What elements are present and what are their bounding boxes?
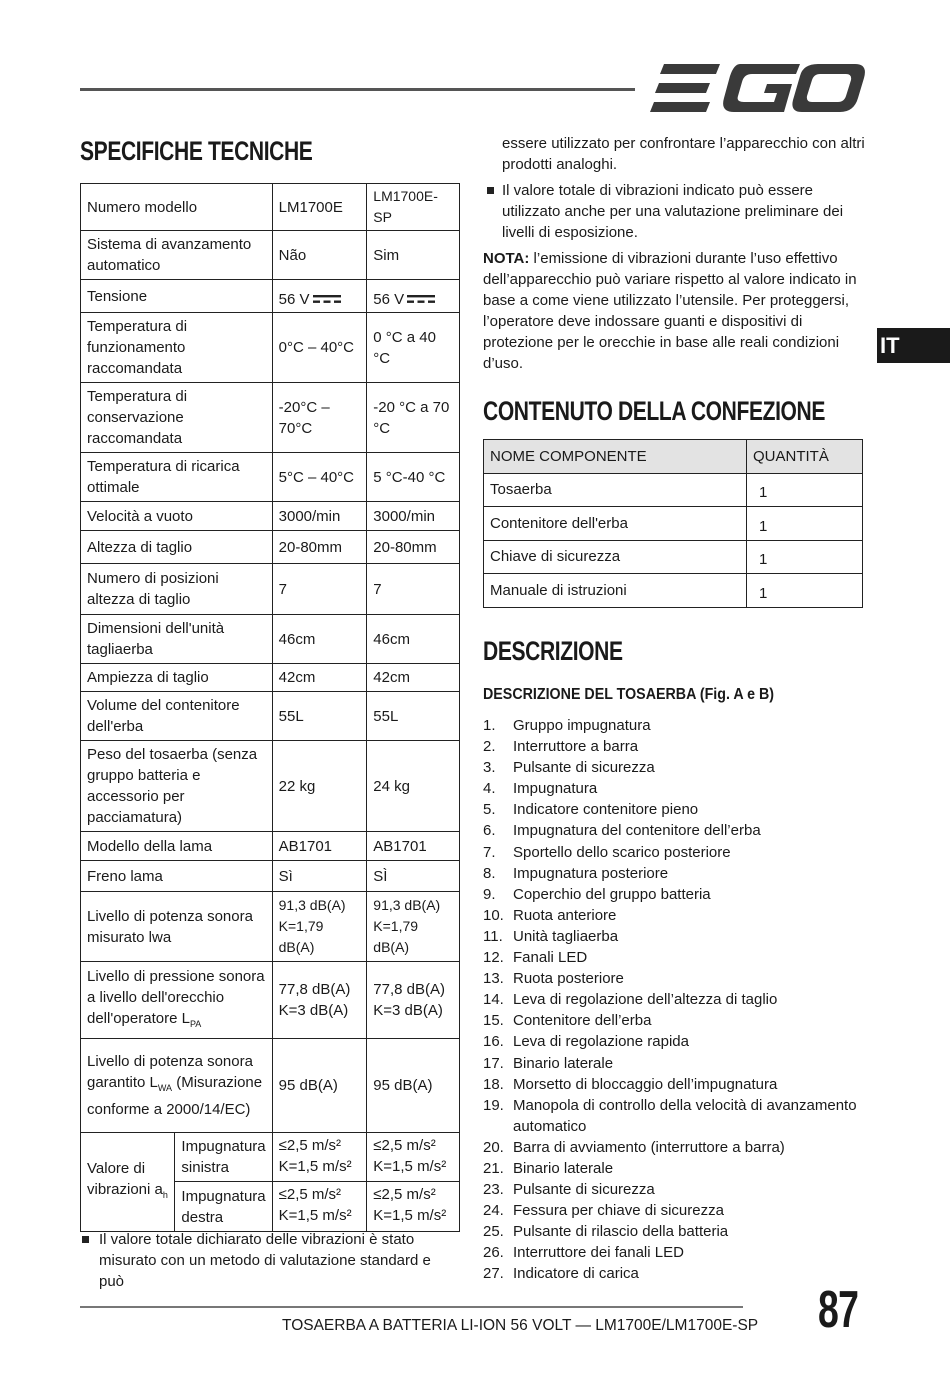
parts-list — [483, 715, 868, 1285]
vibration-value — [367, 1133, 459, 1182]
list-item — [483, 757, 868, 778]
spec-value: 46cm — [272, 615, 367, 664]
spec-label: Sistema di avanzamento automatico — [81, 231, 273, 280]
spec-value: 91,3 dB(A) K=1,79 dB(A) — [272, 892, 367, 962]
note-label: NOTA: — [483, 250, 530, 267]
item-label: Coperchio del gruppo batteria — [513, 885, 711, 903]
table-row — [484, 507, 863, 541]
item-number: 23. — [483, 1181, 504, 1199]
spec-label — [81, 1039, 273, 1133]
list-item — [483, 1242, 868, 1263]
component-name: Tosaerba — [484, 473, 747, 507]
item-label: Interruttore dei fanali LED — [513, 1244, 684, 1262]
left-bullet-list — [80, 1229, 460, 1292]
vibration-a: ≤2,5 m/s² — [373, 1186, 436, 1203]
spec-value: Sì — [272, 861, 367, 892]
spec-label-sub: PA — [189, 1018, 202, 1029]
spec-value: Sim — [367, 231, 460, 280]
spec-value: 0 °C a 40 °C — [367, 313, 460, 383]
item-number: 14. — [483, 991, 504, 1009]
table-row — [81, 1039, 460, 1133]
note-text: l’emissione di vibrazioni durante l’uso effettivo dell’apparecchio può variare rispetto al valore indicato in base a come viene utilizzato l’utensile. Per proteggersi, l’operatore deve indossare guanti e dispositivi di protezione per le orecchie in base alle reali condizioni d’uso. — [483, 250, 857, 372]
vibration-a: ≤2,5 m/s² — [373, 1137, 436, 1154]
component-qty: 1 — [747, 540, 863, 574]
description-title: DESCRIZIONE — [483, 636, 623, 666]
list-item — [483, 1263, 868, 1284]
item-number: 8. — [483, 864, 496, 882]
item-number: 19. — [483, 1096, 504, 1114]
item-number: 26. — [483, 1244, 504, 1262]
ego-logo — [650, 62, 865, 114]
item-number: 12. — [483, 949, 504, 967]
list-item — [483, 1053, 868, 1074]
spec-value: 20-80mm — [367, 531, 460, 564]
right-column-text — [483, 133, 868, 374]
table-row — [81, 383, 460, 453]
spec-value: AB1701 — [367, 832, 460, 861]
item-number: 7. — [483, 843, 496, 861]
item-number: 2. — [483, 738, 496, 756]
vibration-k: K=1,5 m/s² — [278, 1207, 352, 1224]
table-row — [81, 692, 460, 741]
list-item — [483, 1221, 868, 1242]
table-row — [81, 502, 460, 531]
spec-value: 46cm — [367, 615, 460, 664]
item-label: Leva di regolazione rapida — [513, 1033, 689, 1051]
spec-label: Modello della lama — [81, 832, 273, 861]
spec-value: 20-80mm — [272, 531, 367, 564]
table-row — [81, 861, 460, 892]
spec-value: 91,3 dB(A) K=1,79 dB(A) — [367, 892, 460, 962]
page-number: 87 — [818, 1281, 859, 1339]
item-number: 25. — [483, 1223, 504, 1241]
spec-value — [367, 1133, 460, 1232]
bullet-continuation: essere utilizzato per confrontare l’apparecchio con altri prodotti analoghi. — [502, 135, 865, 173]
spec-value: 95 dB(A) — [367, 1039, 460, 1133]
spec-value: 5°C – 40°C — [272, 453, 367, 502]
spec-value-text: 56 V — [278, 290, 310, 308]
table-row — [81, 564, 460, 615]
vibration-k: K=1,5 m/s² — [278, 1158, 352, 1175]
description-subtitle: DESCRIZIONE DEL TOSAERBA (Fig. A e B) — [483, 686, 775, 703]
spec-label: Impugnatura destra — [181, 1187, 266, 1226]
list-item — [483, 1158, 868, 1179]
spec-value: 22 kg — [272, 741, 367, 832]
vibration-k: K=1,5 m/s² — [373, 1158, 447, 1175]
list-item — [483, 1179, 868, 1200]
spec-value: 3000/min — [272, 502, 367, 531]
footer-rule — [80, 1306, 743, 1308]
table-row — [81, 832, 460, 861]
spec-value: LM1700E-SP — [367, 184, 460, 231]
item-label: Fanali LED — [513, 949, 588, 967]
component-name: Contenitore dell'erba — [484, 507, 747, 541]
spec-label-text: (Misurazione conforme a 2000/14/EC) — [87, 1074, 263, 1118]
item-number: 6. — [483, 822, 496, 840]
spec-label: Ampiezza di taglio — [81, 664, 273, 692]
bullet-vibration-exposure: Il valore totale di vibrazioni indicato può essere utilizzato anche per una valutazione preliminare dei livelli di esposizione. — [483, 180, 868, 243]
spec-value: 42cm — [367, 664, 460, 692]
item-label: Leva di regolazione dell’altezza di taglio — [513, 991, 778, 1009]
list-item — [483, 1137, 868, 1158]
item-label: Indicatore contenitore pieno — [513, 801, 699, 819]
item-label: Pulsante di sicurezza — [513, 759, 655, 777]
table-row — [81, 962, 460, 1039]
spec-label-sub: WA — [157, 1083, 173, 1093]
item-number: 20. — [483, 1138, 504, 1156]
spec-label: Temperatura di ricarica ottimale — [81, 453, 273, 502]
vibration-k: K=1,5 m/s² — [373, 1207, 447, 1224]
table-row — [81, 1133, 460, 1232]
vibration-a: ≤2,5 m/s² — [278, 1186, 342, 1203]
item-number: 17. — [483, 1054, 504, 1072]
vibration-a: ≤2,5 m/s² — [278, 1137, 342, 1154]
item-label: Pulsante di rilascio della batteria — [513, 1223, 729, 1241]
footer-text: TOSAERBA A BATTERIA LI-ION 56 VOLT — LM1700E/LM1700E-SP — [282, 1317, 759, 1334]
spec-value: -20 °C a 70 °C — [367, 383, 460, 453]
list-item — [483, 905, 868, 926]
vibration-label-cell — [81, 1133, 273, 1232]
contents-table — [483, 439, 863, 608]
item-label: Impugnatura posteriore — [513, 864, 669, 882]
item-label: Impugnatura — [513, 780, 598, 798]
spec-value: -20°C – 70°C — [272, 383, 367, 453]
spec-value: 5 °C-40 °C — [367, 453, 460, 502]
item-label: Sportello dello scarico posteriore — [513, 843, 731, 861]
item-label: Binario laterale — [513, 1054, 614, 1072]
header-quantity: QUANTITÀ — [747, 440, 863, 474]
list-item — [483, 884, 868, 905]
item-number: 16. — [483, 1033, 504, 1051]
spec-value: 95 dB(A) — [272, 1039, 367, 1133]
table-row — [81, 280, 460, 313]
item-label: Fessura per chiave di sicurezza — [513, 1202, 724, 1220]
item-label: Unità tagliaerba — [513, 927, 619, 945]
list-item — [483, 1010, 868, 1031]
component-qty: 1 — [747, 507, 863, 541]
spec-label: Numero di posizioni altezza di taglio — [81, 564, 273, 615]
spec-value: Não — [272, 231, 367, 280]
list-item — [483, 736, 868, 757]
item-label: Interruttore a barra — [513, 738, 639, 756]
item-number: 5. — [483, 801, 496, 819]
bullet-vibration-declared: Il valore totale dichiarato delle vibrazioni è stato misurato con un metodo di valutazione standard e può — [80, 1229, 460, 1292]
list-item — [483, 799, 868, 820]
spec-label: Temperatura di funzionamento raccomandata — [81, 313, 273, 383]
item-label: Manopola di controllo della velocità di avanzamento automatico — [513, 1096, 857, 1135]
spec-value: 55L — [367, 692, 460, 741]
table-row — [81, 531, 460, 564]
list-item — [483, 947, 868, 968]
specs-table — [80, 183, 460, 1232]
vibration-value — [273, 1133, 367, 1182]
spec-value — [272, 1133, 367, 1232]
spec-label: Velocità a vuoto — [81, 502, 273, 531]
vibration-value — [273, 1182, 367, 1231]
spec-value: 55L — [272, 692, 367, 741]
spec-value: 77,8 dB(A) K=3 dB(A) — [367, 962, 460, 1039]
dc-voltage-icon — [313, 294, 341, 304]
header-component: NOME COMPONENTE — [484, 440, 747, 474]
item-number: 10. — [483, 906, 504, 924]
item-number: 4. — [483, 780, 496, 798]
spec-label: Altezza di taglio — [81, 531, 273, 564]
list-item — [483, 863, 868, 884]
list-item — [483, 842, 868, 863]
item-label: Ruota posteriore — [513, 970, 624, 988]
specs-title: SPECIFICHE TECNICHE — [80, 136, 313, 166]
component-name: Manuale di istruzioni — [484, 574, 747, 608]
spec-label: Livello di potenza sonora misurato lwa — [81, 892, 273, 962]
item-label: Binario laterale — [513, 1159, 614, 1177]
spec-value: 7 — [367, 564, 460, 615]
item-number: 11. — [483, 927, 503, 945]
component-qty: 1 — [747, 473, 863, 507]
item-number: 1. — [483, 717, 496, 734]
spec-label-sub: h — [162, 1190, 168, 1200]
item-label: Impugnatura del contenitore dell’erba — [513, 822, 761, 840]
table-row — [81, 313, 460, 383]
item-label: Contenitore dell’erba — [513, 1012, 652, 1030]
item-number: 3. — [483, 759, 496, 777]
spec-label: Freno lama — [81, 861, 273, 892]
spec-label: Dimensioni dell'unità tagliaerba — [81, 615, 273, 664]
spec-value — [272, 280, 367, 313]
list-item — [483, 926, 868, 947]
contents-title: CONTENUTO DELLA CONFEZIONE — [483, 396, 826, 426]
table-row — [81, 453, 460, 502]
spec-label: Peso del tosaerba (senza gruppo batteria e accessorio per pacciamatura) — [81, 741, 273, 832]
spec-label-text: Livello di pressione sonora a livello dell'orecchio dell'operatore L — [87, 967, 265, 1027]
table-row — [81, 184, 460, 231]
spec-label-text: Livello di potenza sonora garantito L — [87, 1053, 253, 1091]
vibration-value — [367, 1182, 459, 1231]
item-number: 15. — [483, 1012, 504, 1030]
spec-value: 42cm — [272, 664, 367, 692]
table-row — [81, 615, 460, 664]
spec-value: SÌ — [367, 861, 460, 892]
component-qty: 1 — [747, 574, 863, 608]
spec-label: Numero modello — [81, 184, 273, 231]
spec-value: AB1701 — [272, 832, 367, 861]
spec-value: 0°C – 40°C — [272, 313, 367, 383]
item-number: 27. — [483, 1265, 504, 1283]
list-item — [483, 778, 868, 799]
list-item — [483, 1200, 868, 1221]
dc-voltage-icon — [407, 294, 435, 304]
list-item — [483, 715, 868, 736]
spec-label — [81, 962, 273, 1039]
component-name: Chiave di sicurezza — [484, 540, 747, 574]
table-row — [484, 574, 863, 608]
list-item — [483, 820, 868, 841]
item-label: Gruppo impugnatura — [513, 717, 651, 734]
spec-label — [81, 1133, 175, 1231]
list-item — [483, 1095, 868, 1137]
note-paragraph — [483, 248, 868, 374]
item-number: 9. — [483, 885, 496, 903]
spec-label: Volume del contenitore dell'erba — [81, 692, 273, 741]
list-item — [483, 989, 868, 1010]
item-label: Indicatore di carica — [513, 1265, 639, 1283]
spec-value: 24 kg — [367, 741, 460, 832]
spec-label: Temperatura di conservazione raccomandata — [81, 383, 273, 453]
spec-value: 3000/min — [367, 502, 460, 531]
list-item — [483, 1074, 868, 1095]
table-row — [484, 540, 863, 574]
spec-value — [367, 280, 460, 313]
list-item — [483, 1031, 868, 1052]
table-row — [81, 231, 460, 280]
spec-label-text: Valore di vibrazioni a — [87, 1160, 163, 1198]
table-row — [81, 892, 460, 962]
spec-label: Impugnatura sinistra — [175, 1133, 271, 1182]
item-label: Morsetto di bloccaggio dell’impugnatura — [513, 1075, 778, 1093]
spec-value: LM1700E — [272, 184, 367, 231]
item-number: 21. — [483, 1159, 504, 1177]
table-row — [484, 473, 863, 507]
spec-value-text: 56 V — [373, 290, 405, 308]
item-number: 24. — [483, 1202, 504, 1220]
item-number: 18. — [483, 1075, 504, 1093]
item-label: Barra di avviamento (interruttore a barra) — [513, 1138, 785, 1156]
header-rule — [80, 88, 635, 91]
item-label: Pulsante di sicurezza — [513, 1181, 655, 1199]
list-item — [483, 968, 868, 989]
language-tab: IT — [877, 328, 950, 363]
item-number: 13. — [483, 970, 504, 988]
vibration-sides — [175, 1133, 272, 1231]
item-label: Ruota anteriore — [513, 906, 617, 924]
table-row — [81, 741, 460, 832]
spec-value: 7 — [272, 564, 367, 615]
spec-value: 77,8 dB(A) K=3 dB(A) — [272, 962, 367, 1039]
spec-label: Tensione — [81, 280, 273, 313]
table-row — [81, 664, 460, 692]
contents-header-row — [484, 440, 863, 474]
